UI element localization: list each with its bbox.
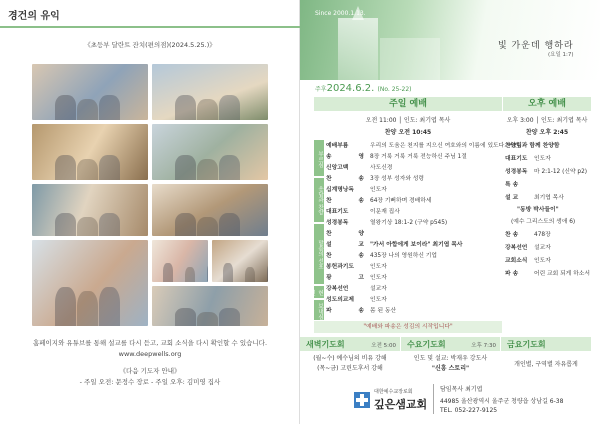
church-banner xyxy=(300,0,600,80)
list-item: 성경봉독 열왕기상 18:1-2 (구약 p545) xyxy=(326,220,448,226)
church-building-shape xyxy=(338,18,378,80)
pm-service-header: 오후 예배 xyxy=(503,97,591,111)
list-item: "동방 박사들이" xyxy=(517,207,559,213)
pm-praise: 찬양 오후 2:45 xyxy=(525,129,569,136)
section-label: 부르심 xyxy=(314,140,324,176)
next-prayer-names: - 주일 오전: 문정수 장로 - 주일 오후: 김미영 집사 xyxy=(79,378,221,386)
theme-verse: 빛 가운데 행하라 xyxy=(498,41,574,51)
list-item: 광 고 인도자 xyxy=(326,275,387,281)
list-item: 찬 송 64장 기뻐하며 경배하세 xyxy=(326,198,432,204)
list-item: 특 송 xyxy=(505,182,519,188)
list-item: 찬 양 xyxy=(326,231,364,237)
friday-prayer-details: 개인별, 구역별 자유롭게 xyxy=(514,361,578,368)
list-item: (예수 그리스도의 생애 6) xyxy=(511,219,576,225)
am-praise: 찬양 오전 10:45 xyxy=(384,129,432,136)
senior-pastor: 담임목사 최기엽 xyxy=(440,386,483,393)
photo xyxy=(152,240,208,282)
photo xyxy=(212,240,268,282)
section-label: 헌신과 결단 xyxy=(314,286,324,298)
bulletin-date: 주후2024.6.2. (No. 25-22) xyxy=(315,83,412,94)
list-item: 설 교 "가서 아합에게 보이라" 최기엽 목사 xyxy=(326,242,463,248)
church-logo-icon xyxy=(354,392,370,408)
photo xyxy=(32,184,148,236)
list-item: 강복선언 설교자 xyxy=(505,245,551,251)
divider xyxy=(433,384,434,414)
list-item: 성도의교제 인도자 xyxy=(326,297,387,303)
verse-reference: (요일 1:7) xyxy=(548,52,574,58)
list-item: 강복선언 설교자 xyxy=(326,286,387,292)
list-item: 예배부름 우리의 도움은 천지를 지으신 여호와의 이름에 있도다. 아멘. xyxy=(326,143,521,149)
list-item: 송 영 8장 거룩 거룩 거룩 전능하신 주님 1절 xyxy=(326,154,467,160)
homepage-note: 홈페이지와 유튜브를 통해 설교를 다시 듣고, 교회 소식을 다시 확인할 수 있습니다. xyxy=(32,339,268,347)
info-block xyxy=(0,330,300,388)
wednesday-prayer-header: 수요기도회 오후 7:30 xyxy=(401,337,500,351)
list-item: 교회소식 인도자 xyxy=(505,258,551,264)
list-item: 찬 송 3장 성부 성자와 성령 xyxy=(326,176,425,182)
list-item: 십계명낭독 인도자 xyxy=(326,187,387,193)
dawn-prayer-details: (월~수) 예수님의 비유 강해 (목~금) 고린도후서 강해 xyxy=(313,355,387,372)
church-phone: TEL. 052-227-9125 xyxy=(440,407,498,414)
photo-caption: 《초등부 달란트 잔치(편의점)(2024.5.25.)》 xyxy=(84,41,216,49)
since-text: Since 2000.1.13. xyxy=(315,10,366,17)
friday-prayer-header: 금요기도회 xyxy=(501,337,591,351)
photo xyxy=(152,64,268,120)
section-label: 보내심 xyxy=(314,300,324,320)
list-item: 찬 송 478장 xyxy=(505,232,551,238)
list-item: 봉헌과기도 인도자 xyxy=(326,264,387,270)
am-service-header: 주일 예배 xyxy=(314,97,502,111)
list-item: 찬 송 435장 나의 영원하신 기업 xyxy=(326,253,437,259)
photo-collage xyxy=(32,64,268,326)
denomination: 대한예수교장로회 xyxy=(374,389,413,395)
dawn-prayer-header: 새벽기도회 오전 5:00 xyxy=(300,337,400,351)
list-item: 찬양팀과 함께 찬양함 xyxy=(505,143,560,149)
next-prayer-heading: 《다음 기도자 안내》 xyxy=(119,367,181,375)
section-label: 응답과 찬양 xyxy=(314,178,324,222)
section-label: 말씀의 선포 xyxy=(314,224,324,284)
photo xyxy=(152,124,268,180)
pm-time: 오후 3:00 │ 인도: 최기엽 목사 xyxy=(506,117,588,124)
list-item: 설 교 최기엽 목사 xyxy=(505,195,564,201)
photo xyxy=(32,240,148,326)
list-item: 대표기도 이문재 집사 xyxy=(326,209,400,215)
photo xyxy=(152,184,268,236)
am-time: 오전 11:00 │ 인도: 최기엽 목사 xyxy=(365,117,451,124)
list-item: 성경봉독 마 2:1-12 (신약 p2) xyxy=(505,169,588,175)
list-item: 대표기도 인도자 xyxy=(505,156,551,162)
list-item: 파 송 몸 된 동산 xyxy=(326,308,397,314)
church-address: 44985 울산광역시 울주군 청량읍 상남길 6-38 xyxy=(440,398,564,405)
wednesday-prayer-details: 인도 및 설교: 박재우 강도사 "신흥 스토리" xyxy=(413,355,488,372)
photo xyxy=(32,64,148,120)
right-page xyxy=(285,0,600,424)
left-header xyxy=(0,0,300,28)
website-link[interactable]: www.deepwells.org xyxy=(118,350,182,358)
page-title: 경건의 유익 xyxy=(8,11,60,22)
photo xyxy=(152,286,268,326)
list-item: 신앙고백 사도신경 xyxy=(326,165,393,171)
church-name: 깊은샘교회 xyxy=(374,398,428,411)
photo xyxy=(32,124,148,180)
list-item: 파 송 어린 교회 되게 하소서 xyxy=(505,271,590,277)
church-building-shape xyxy=(380,38,440,80)
tagline: "예배와 파송은 성김의 시작입니다" xyxy=(314,321,502,333)
